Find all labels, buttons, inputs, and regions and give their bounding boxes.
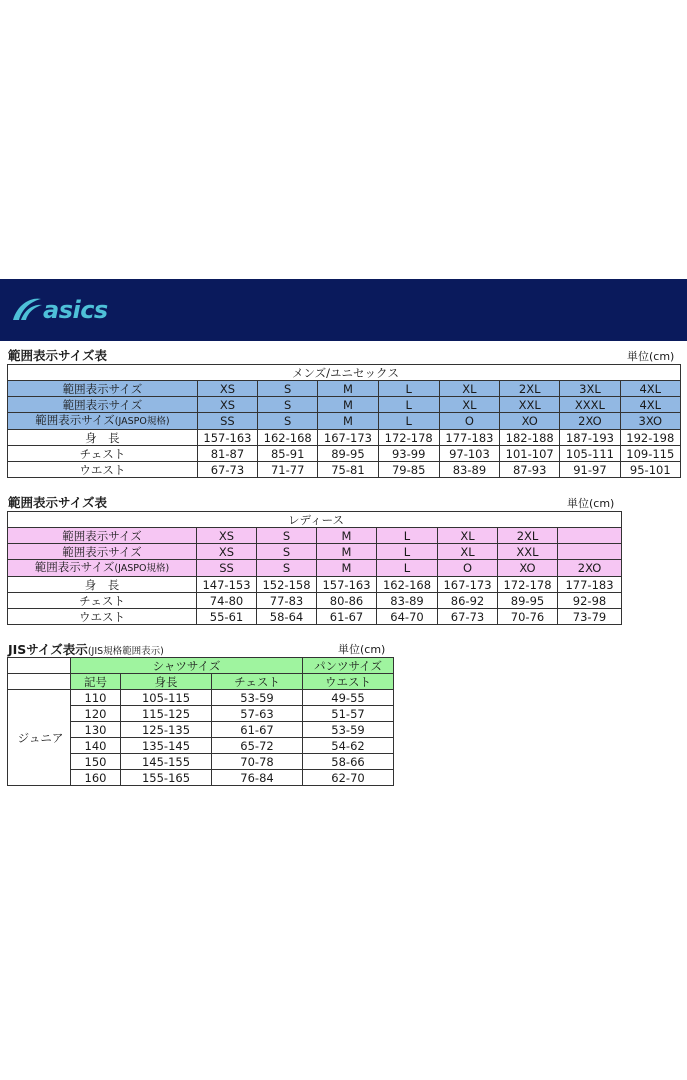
asics-logo	[10, 293, 120, 327]
mens-size-row-2: 範囲表示サイズ XS S M L XL XXL XXXL 4XL	[8, 397, 681, 413]
ladies-category-label: レディース	[8, 512, 622, 528]
ladies-section-title: 範囲表示サイズ表	[8, 495, 108, 510]
mens-height-row: 身 長 157-163 162-168 167-173 172-178 177-183 182-188 187-193 192-198	[8, 430, 681, 446]
jis-unit-label: 単位(cm)	[338, 643, 386, 656]
mens-waist-row: ウエスト 67-73 71-77 75-81 79-85 83-89 87-93 91-97 95-101	[8, 462, 681, 478]
jis-column-header-row: 記号 身長 チェスト ウエスト	[8, 674, 394, 690]
jis-row: 140 135-145 65-72 54-62	[8, 738, 394, 754]
ladies-height-row: 身 長 147-153 152-158 157-163 162-168 167-173 172-178 177-183	[8, 577, 622, 593]
jis-section-title: JISサイズ表示(JIS規格範囲表示)	[8, 642, 164, 657]
jis-row: 150 145-155 70-78 58-66	[8, 754, 394, 770]
mens-size-table	[7, 364, 681, 478]
mens-unit-label: 単位(cm)	[627, 350, 675, 363]
asics-stripe-icon	[10, 293, 44, 327]
mens-size-row-1: 範囲表示サイズ XS S M L XL 2XL 3XL 4XL	[8, 381, 681, 397]
mens-chest-row: チェスト 81-87 85-91 89-95 93-99 97-103 101-107 105-111 109-115	[8, 446, 681, 462]
mens-category-label: メンズ/ユニセックス	[8, 365, 681, 381]
jis-row: 160 155-165 76-84 62-70	[8, 770, 394, 786]
mens-section-title: 範囲表示サイズ表	[8, 348, 108, 363]
logo-text: asics	[43, 296, 108, 324]
ladies-size-row-2: 範囲表示サイズ XS S M L XL XXL	[8, 544, 622, 560]
jis-size-table	[7, 657, 394, 786]
brand-banner	[0, 279, 687, 341]
jis-group-header-row	[8, 658, 394, 674]
ladies-size-row-1: 範囲表示サイズ XS S M L XL 2XL	[8, 528, 622, 544]
jis-row: ジュニア 110 105-115 53-59 49-55	[8, 690, 394, 706]
jis-shirts-group: シャツサイズ	[71, 658, 303, 674]
mens-size-row-jaspo: 範囲表示サイズ(JASPO規格) SS S M L O XO 2XO 3XO	[8, 413, 681, 430]
jis-junior-label: ジュニア	[8, 690, 71, 786]
ladies-size-table	[7, 511, 622, 625]
jis-row: 130 125-135 61-67 53-59	[8, 722, 394, 738]
ladies-chest-row: チェスト 74-80 77-83 80-86 83-89 86-92 89-95 92-98	[8, 593, 622, 609]
ladies-waist-row: ウエスト 55-61 58-64 61-67 64-70 67-73 70-76 73-79	[8, 609, 622, 625]
jis-row: 120 115-125 57-63 51-57	[8, 706, 394, 722]
jis-pants-group: パンツサイズ	[303, 658, 394, 674]
ladies-unit-label: 単位(cm)	[567, 497, 615, 510]
ladies-size-row-jaspo: 範囲表示サイズ(JASPO規格) SS S M L O XO 2XO	[8, 560, 622, 577]
